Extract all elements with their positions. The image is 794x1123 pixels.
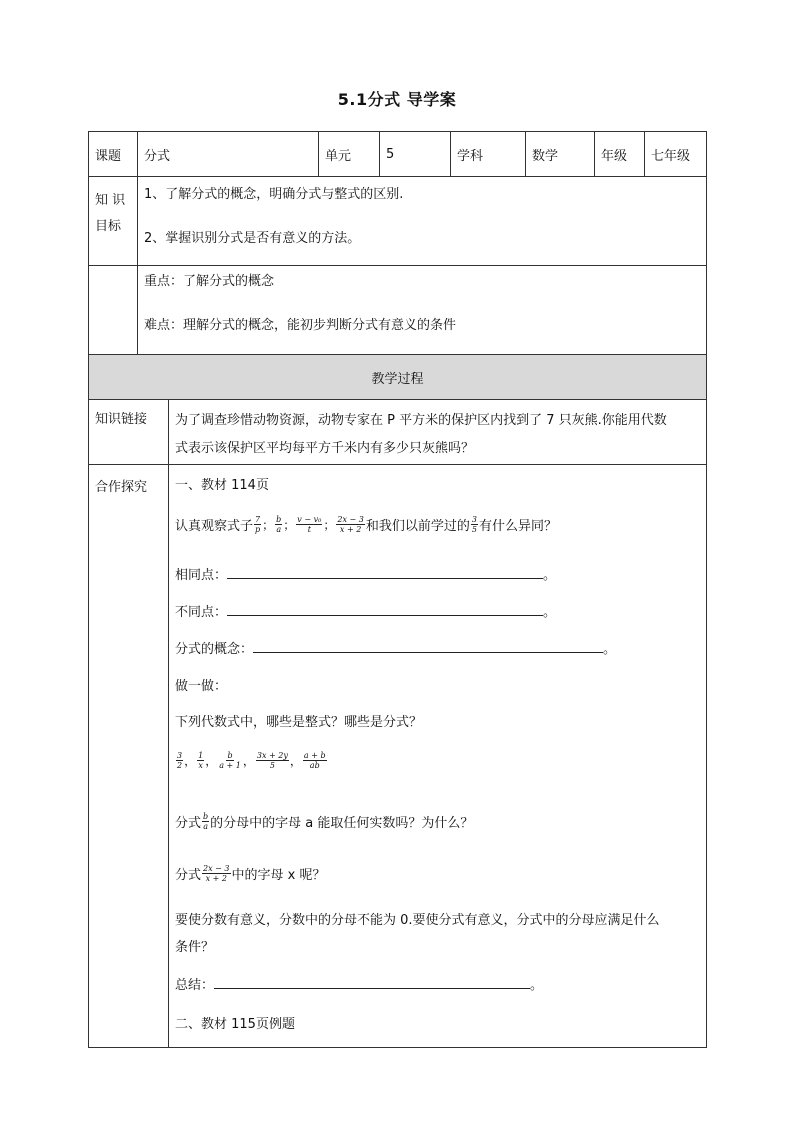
concept-line: 分式的概念： 。	[175, 638, 616, 657]
different-points-line: 不同点： 。	[175, 601, 556, 620]
unit-value: 5	[386, 146, 395, 162]
different-points-blank[interactable]	[227, 601, 543, 616]
summary-blank[interactable]	[214, 974, 530, 989]
knowledge-goals-label-2: 目标	[95, 219, 122, 234]
knowledge-link-row	[89, 400, 707, 465]
expressions-line: $\frac{3}{2}$ ， $\frac{1}{x}$ ， $\frac{b}{a + 1}$ ， $\frac{3x + 2y}{5}$ ， $\frac{a + b}{ab}$	[177, 751, 326, 770]
key-point: 重点：了解分式的概念	[144, 274, 275, 289]
fraction-2x-3-over-x-2: $\frac{2x - 3}{x + 2}$	[337, 515, 364, 534]
fraction-2x-3-over-x-2-q3: $\frac{2x - 3}{x + 2}$	[203, 864, 230, 883]
grade-value: 七年级	[651, 148, 691, 164]
page-title: 5.1分式 导学案	[337, 90, 457, 109]
question-3-line: 分式 $\frac{2x - 3}{x + 2}$ 中的字母 x 呢？	[175, 864, 326, 883]
fraction-b-over-a: $\frac{b}{a}$	[276, 515, 282, 534]
fraction-7-over-p: $\frac{7}{p}$	[255, 515, 261, 534]
key-points-row	[89, 266, 707, 355]
knowledge-link-label: 知识链接	[95, 412, 148, 427]
knowledge-link-line-2: 式表示该保护区平均每平方千米内有多少只灰熊吗？	[175, 441, 475, 456]
concept-blank[interactable]	[253, 638, 603, 653]
knowledge-goals-row	[89, 177, 707, 266]
process-header: 教学过程	[89, 355, 707, 400]
section-2-title: 二、教材 115页例题	[175, 1017, 295, 1032]
lesson-plan-table	[88, 131, 707, 1048]
observe-line: 认真观察式子 $\frac{7}{p}$ ； $\frac{b}{a}$ ； $\frac{\text{v − v₀}}{t}$ ； $\frac{2x - 3}{x + 2}$ 和我们以前学过的 $\frac{3}{5}$ 有什么异同？	[175, 515, 557, 534]
fraction-b-over-a-q2: $\frac{b}{a}$	[203, 812, 209, 831]
same-points-line: 相同点： 。	[175, 564, 556, 583]
subject-label: 学科	[457, 148, 484, 164]
fraction-v-minus-v0-over-t: $\frac{\text{v − v₀}}{t}$	[297, 515, 322, 534]
goal-item-1: 1、了解分式的概念，明确分式与整式的区别.	[144, 187, 404, 202]
classify-question: 下列代数式中，哪些是整式？哪些是分式？	[175, 715, 423, 730]
question-2-line: 分式 $\frac{b}{a}$ 的分母中的字母 a 能取任何实数吗？为什么？	[175, 812, 474, 831]
expr-3-over-2: $\frac{3}{2}$	[177, 751, 183, 770]
knowledge-goals-label-1: 知 识	[95, 193, 126, 208]
expr-b-over-a-plus-1: $\frac{b}{a + 1}$	[219, 751, 241, 770]
header-row	[89, 132, 707, 177]
expr-3x-2y-over-5: $\frac{3x + 2y}{5}$	[256, 751, 288, 770]
observe-prefix: 认真观察式子	[175, 519, 254, 534]
expr-a-b-over-ab: $\frac{a + b}{ab}$	[303, 751, 326, 770]
observe-end: 有什么异同？	[478, 519, 557, 534]
knowledge-link-line-1: 为了调查珍惜动物资源，动物专家在 P 平方米的保护区内找到了 7 只灰熊.你能用代数	[175, 413, 667, 428]
try-label: 做一做：	[175, 679, 228, 694]
explore-label: 合作探究	[95, 480, 148, 495]
unit-label: 单元	[325, 148, 352, 164]
same-points-blank[interactable]	[227, 564, 543, 579]
fraction-3-over-5: $\frac{3}{5}$	[471, 515, 477, 534]
section-1-title: 一、教材 114页	[175, 478, 269, 493]
process-header-row	[89, 355, 707, 400]
explore-row	[89, 465, 707, 1048]
observe-suffix: 和我们以前学过的	[365, 519, 470, 534]
meaning-paragraph: 要使分数有意义，分数中的分母不能为 0.要使分式有意义，分式中的分母应满足什么 条件？	[175, 913, 660, 955]
topic-label: 课题	[95, 148, 122, 164]
expr-1-over-x: $\frac{1}{x}$	[198, 751, 204, 770]
subject-value: 数学	[532, 148, 559, 164]
difficult-point: 难点：理解分式的概念，能初步判断分式有意义的条件	[144, 318, 457, 333]
grade-label: 年级	[601, 148, 628, 164]
summary-line: 总结： 。	[175, 974, 543, 993]
goal-item-2: 2、掌握识别分式是否有意义的方法。	[144, 231, 361, 246]
topic-value: 分式	[144, 148, 171, 164]
